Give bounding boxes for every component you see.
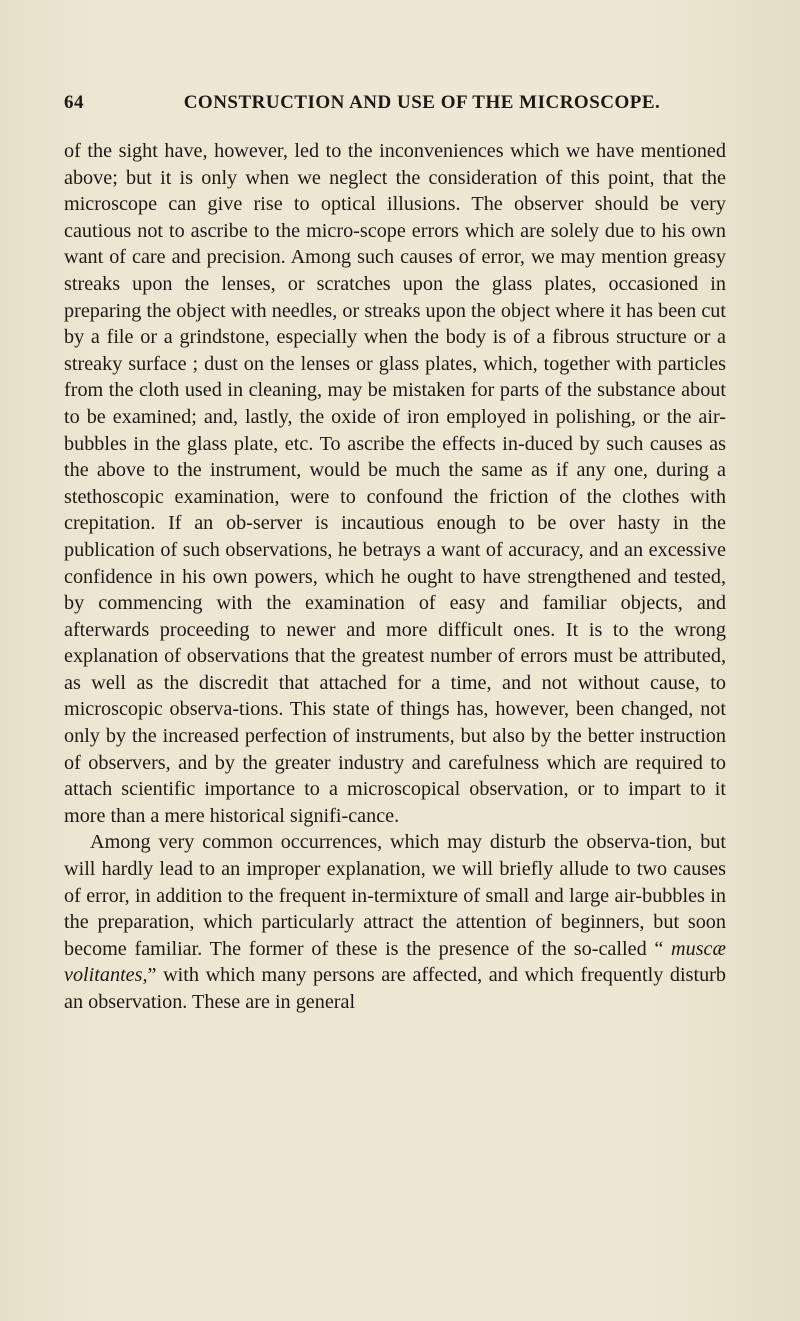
body-text [64, 138, 726, 1016]
paragraph-1: of the sight have, however, led to the inconveniences which we have mentioned above; but it is only when we neglect the consideration of this point, that the microscope can give rise to optical illusions. The observer should be very cautious not to ascribe to the micro-scope errors which are solely due to his own want of care and precision. Among such causes of error, we may mention greasy streaks upon the lenses, or scratches upon the glass plates, occasioned in preparing the object with needles, or streaks upon the object where it has been cut by a file or a grindstone, especially when the body is of a fibrous structure or a streaky surface ; dust on the lenses or glass plates, which, together with particles from the cloth used in cleaning, may be mistaken for parts of the substance about to be examined; and, lastly, the oxide of iron employed in polishing, or the air-bubbles in the glass plate, etc. To ascribe the effects in-duced by such causes as the above to the instrument, would be much the same as if any one, during a stethoscopic examination, were to confound the friction of the clothes with crepitation. If an ob-server is incautious enough to be over hasty in the publication of such observations, he betrays a want of accuracy, and an excessive confidence in his own powers, which he ought to have strengthened and tested, by commencing with the examination of easy and familiar objects, and afterwards proceeding to newer and more difficult ones. It is to the wrong explanation of observations that the greatest number of errors must be attributed, as well as the discredit that attached for a time, and not without cause, to microscopic observa-tions. This state of things has, however, been changed, not only by the increased perfection of instruments, but also by the better instruction of observers, and by the greater industry and carefulness which are required to attach scientific importance to a microscopical observation, or to impart to it more than a mere historical signifi-cance. [64, 140, 726, 827]
paragraph-2 [64, 829, 726, 1015]
paragraph-2-italic-term: muscæ volitantes, [64, 937, 726, 987]
paragraph-2-text-before: Among very common occurrences, which may disturb the observa-tion, but will hardly lead to an improper explanation, we will briefly allude to two causes of error, in addition to the frequent in-termixture of small and large air-bubbles in the preparation, which particularly attract the attention of beginners, but soon become familiar. The former of these is the presence of the so-called “ [64, 831, 726, 960]
page-header [64, 92, 724, 122]
paragraph-2-text-after: ” with which many persons are affected, and which frequently disturb an observation. These are in general [64, 964, 726, 1013]
page-number: 64 [64, 92, 84, 113]
running-title: CONSTRUCTION AND USE OF THE MICROSCOPE. [183, 92, 661, 113]
